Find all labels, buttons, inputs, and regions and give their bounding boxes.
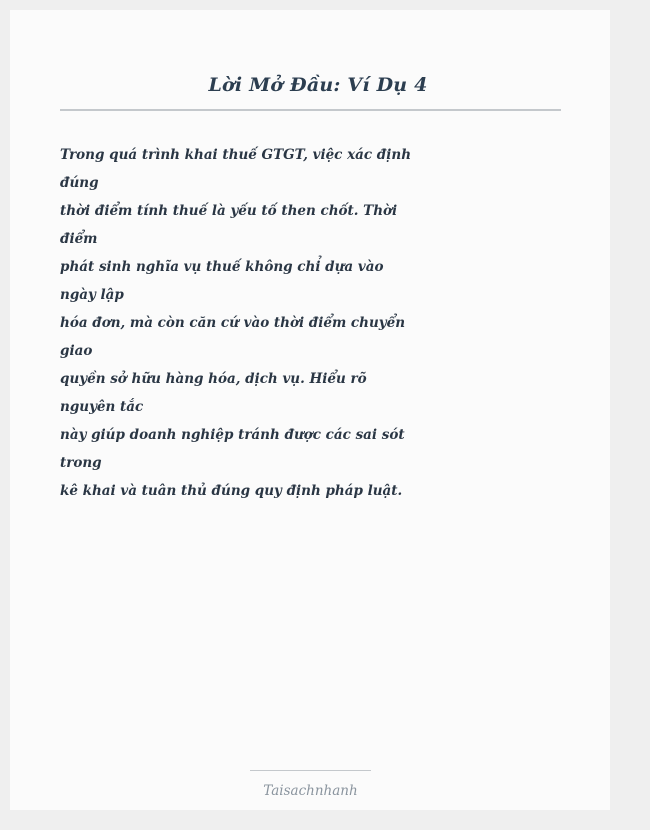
- body-line: điểm: [60, 231, 98, 247]
- page-title: Lời Mở Đầu: Ví Dụ 4: [208, 74, 428, 96]
- body-line: đúng: [60, 175, 99, 191]
- footer-text: Taisachnhanh: [263, 783, 358, 799]
- body-line: này giúp doanh nghiệp tránh được các sai sót: [60, 427, 405, 443]
- footer-divider: [250, 770, 371, 771]
- body-line: quyền sở hữu hàng hóa, dịch vụ. Hiểu rõ: [60, 371, 367, 387]
- body-line: nguyên tắc: [60, 399, 144, 415]
- body-line: kê khai và tuân thủ đúng quy định pháp luật.: [60, 483, 403, 499]
- document-page: [10, 10, 610, 810]
- body-line: ngày lập: [60, 287, 124, 303]
- body-paragraph: [60, 141, 412, 505]
- body-line: thời điểm tính thuế là yếu tố then chốt. Thời: [60, 203, 398, 219]
- body-line: trong: [60, 455, 102, 471]
- body-line: giao: [60, 343, 93, 359]
- title-divider: [60, 109, 561, 111]
- body-line: Trong quá trình khai thuế GTGT, việc xác định: [60, 147, 412, 163]
- body-line: phát sinh nghĩa vụ thuế không chỉ dựa vào: [60, 259, 384, 275]
- body-line: hóa đơn, mà còn căn cứ vào thời điểm chuyển: [60, 315, 406, 331]
